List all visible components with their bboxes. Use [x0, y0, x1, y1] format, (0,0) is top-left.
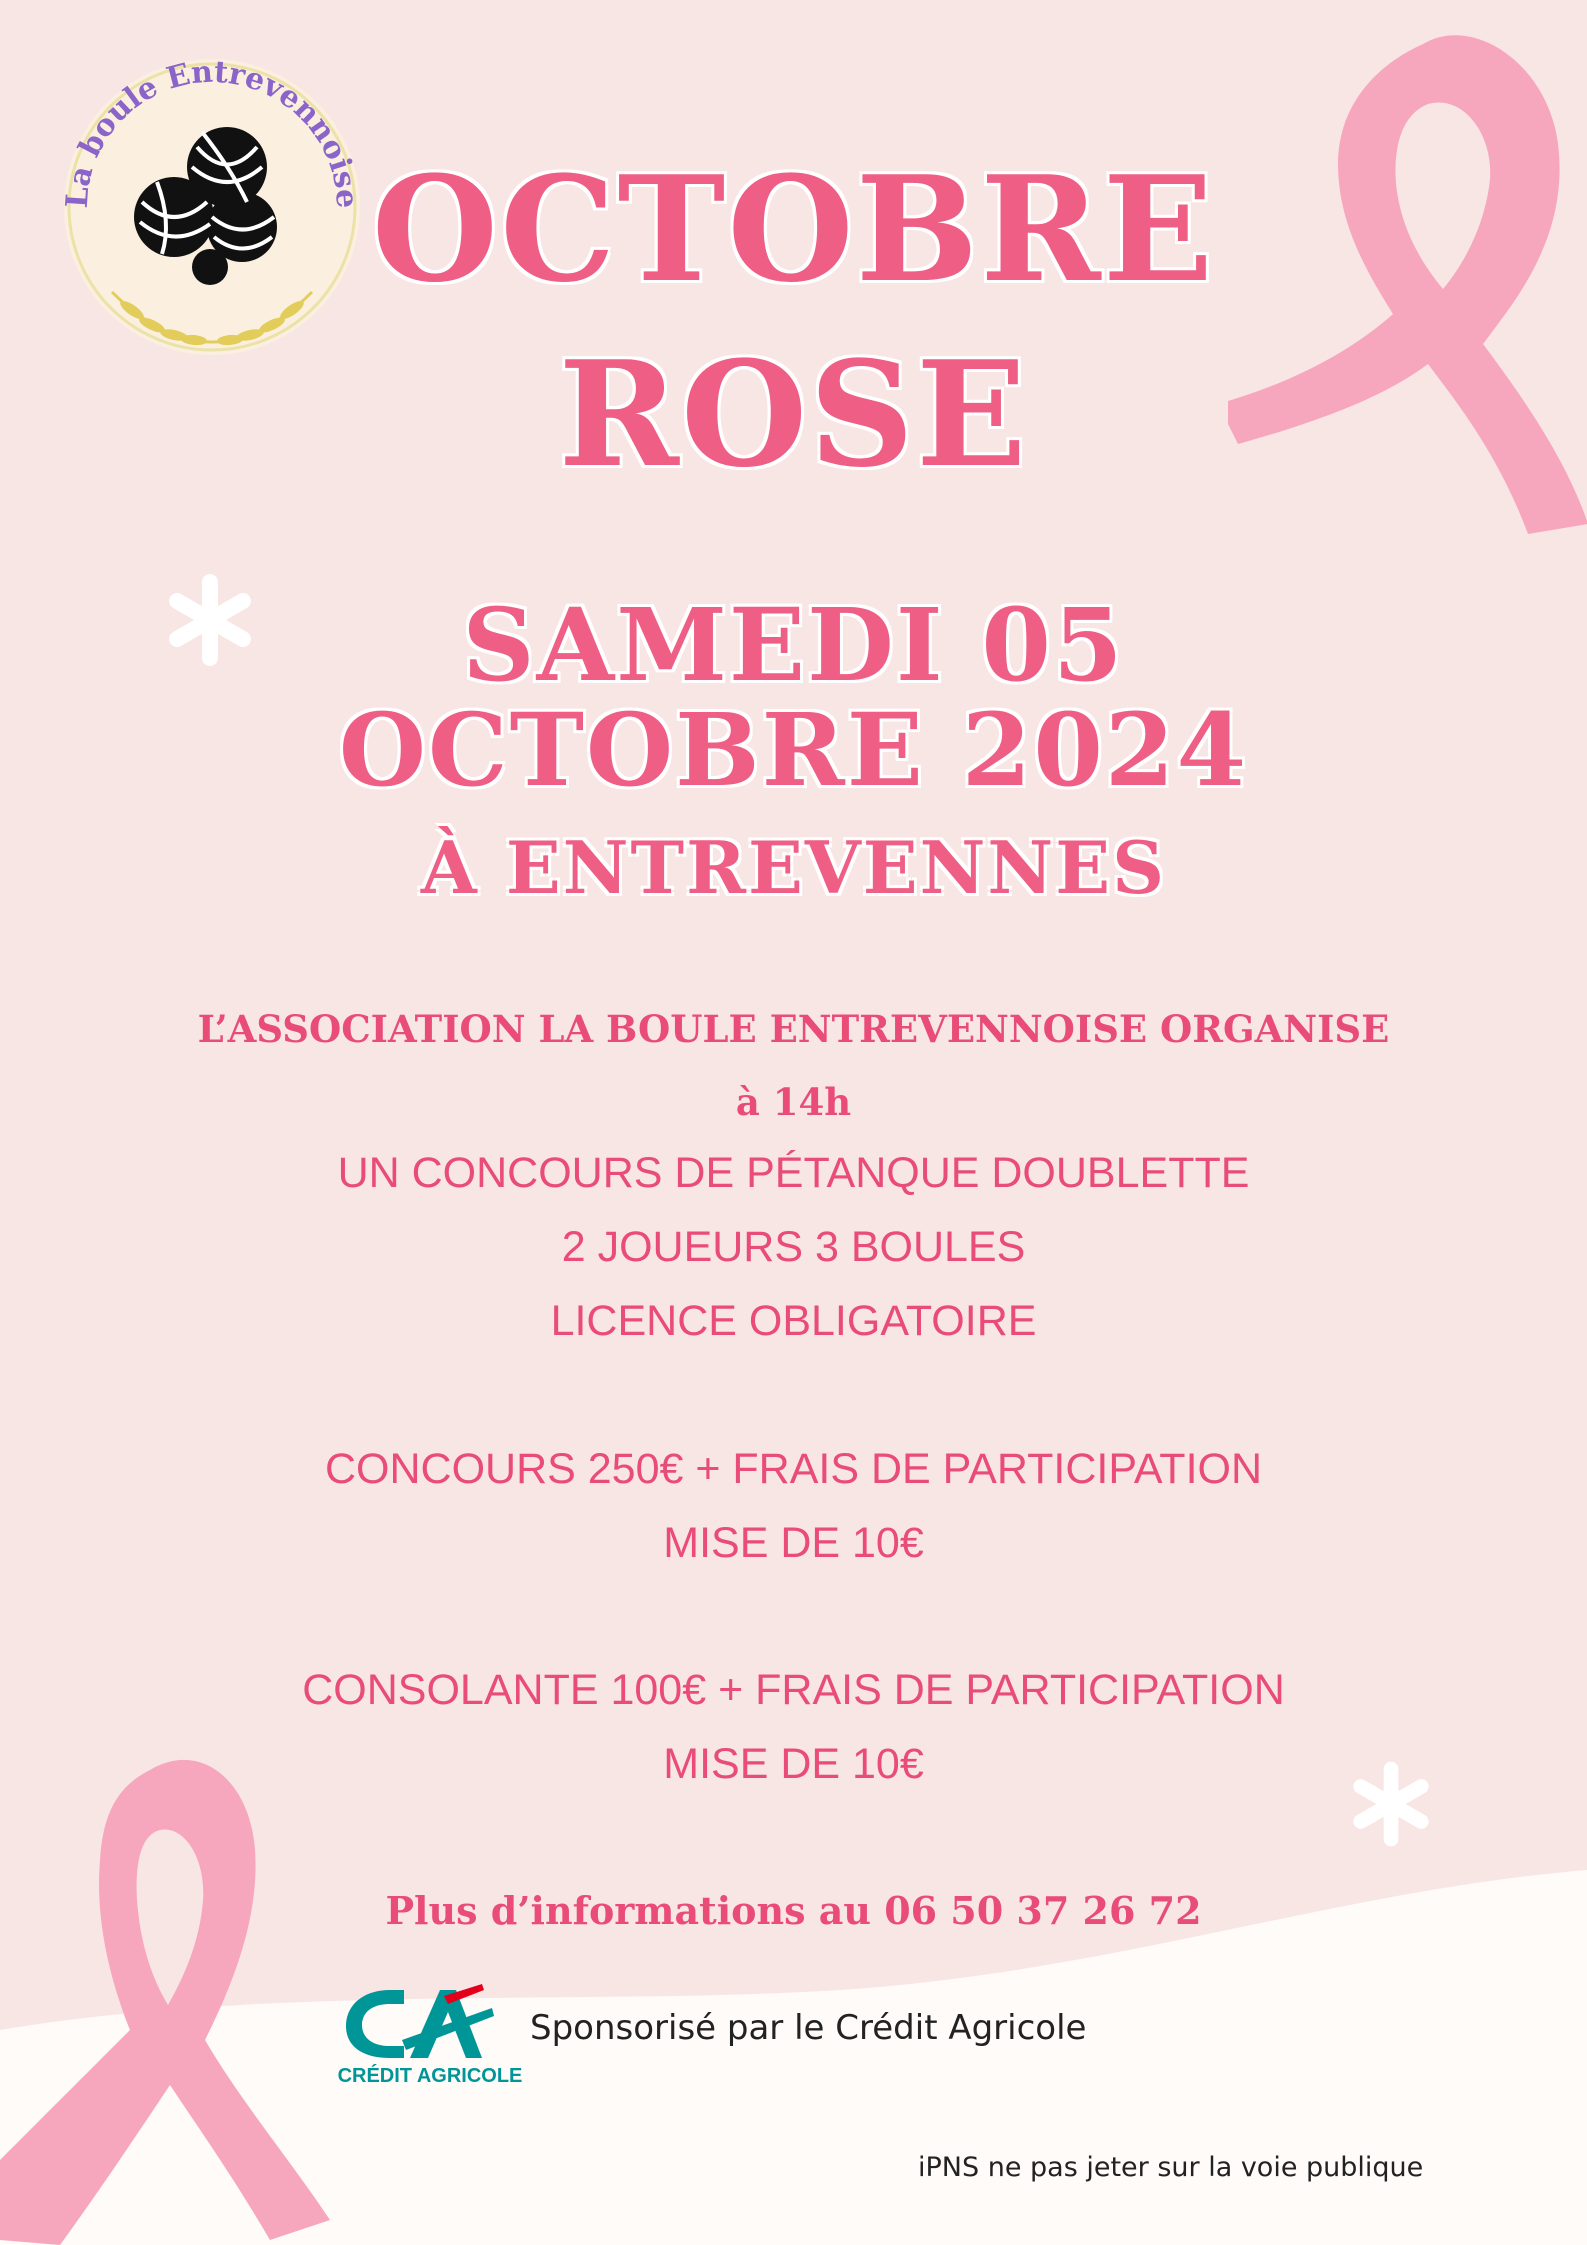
headline-line2: ROSE — [558, 330, 1029, 500]
contact-line: Plus d’informations au 06 50 37 26 72 — [385, 1888, 1202, 1933]
detail-line-contest: UN CONCOURS DE PÉTANQUE DOUBLETTE — [337, 1149, 1250, 1197]
logo-text: La boule Entrevennoise — [59, 54, 365, 210]
headline-line1: OCTOBRE — [371, 145, 1216, 315]
credit-agricole-logo — [332, 1978, 528, 2088]
detail-line-prize: CONCOURS 250€ + FRAIS DE PARTICIPATION — [324, 1445, 1263, 1493]
detail-line-stake-2: MISE DE 10€ — [663, 1740, 924, 1788]
sponsor-text: Sponsorisé par le Crédit Agricole — [530, 2008, 1087, 2048]
detail-line-stake: MISE DE 10€ — [663, 1519, 924, 1567]
pink-ribbon-icon — [0, 1740, 360, 2245]
date-line1: SAMEDI 05 — [462, 586, 1125, 704]
detail-line-consolation: CONSOLANTE 100€ + FRAIS DE PARTICIPATION — [302, 1666, 1285, 1714]
date-line2: OCTOBRE 2024 — [338, 691, 1249, 809]
footer-notice: iPNS ne pas jeter sur la voie publique — [918, 2152, 1424, 2183]
location: À ENTREVENNES — [420, 825, 1167, 910]
detail-line-players: 2 JOUEURS 3 BOULES — [561, 1223, 1026, 1271]
detail-line-license: LICENCE OBLIGATOIRE — [550, 1297, 1037, 1345]
sponsor-logo-text: CRÉDIT AGRICOLE — [337, 2065, 523, 2087]
start-time: à 14h — [735, 1080, 852, 1124]
organizer-line: L’ASSOCIATION LA BOULE ENTREVENNOISE ORGANISE — [197, 1007, 1390, 1051]
